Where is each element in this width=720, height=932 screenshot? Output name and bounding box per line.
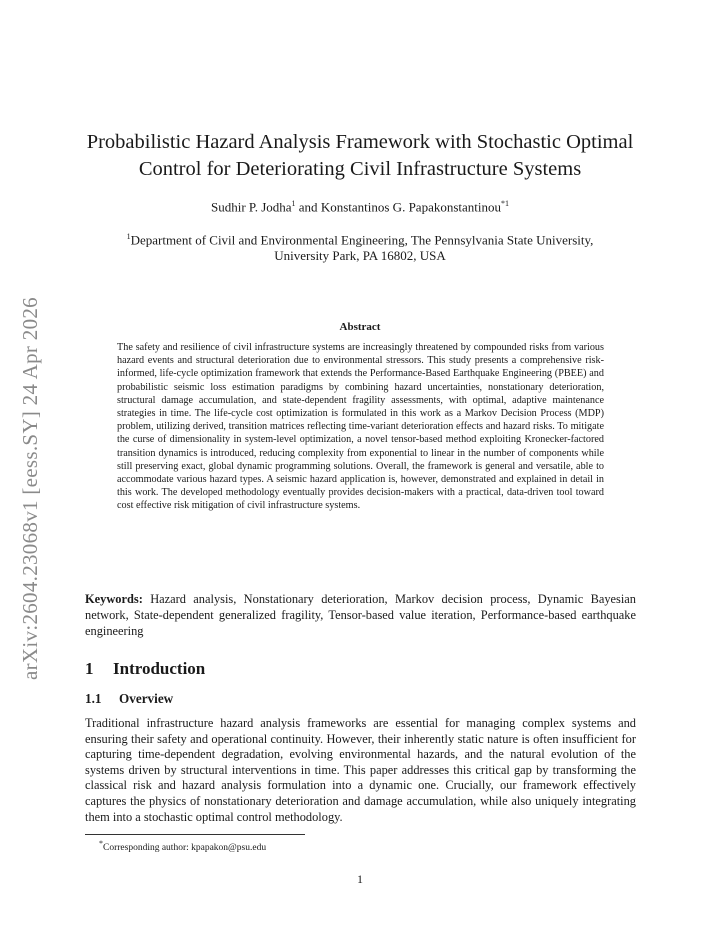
author-2: Konstantinos G. Papakonstantinou xyxy=(320,199,501,215)
author-2-affil-mark: *1 xyxy=(501,199,509,208)
footnote xyxy=(99,839,266,853)
footnote-divider xyxy=(85,834,305,835)
affiliation-line-1: Department of Civil and Environmental Engineering, The Pennsylvania State University, xyxy=(130,232,594,248)
body-paragraph: Traditional infrastructure hazard analysis frameworks are essential for managing complex systems and ensuring their safety and operational continuity. However, their inherently static nature is often insufficient for capturing time-dependent degradation, evolving environmental hazards, and the natural evolution of the systems driven by structural interventions in time. This paper addresses this critical gap by transforming the classical risk and hazard analysis formulation into a dynamic one. Crucially, our framework effectively captures the physics of nonstationary deterioration and damage accumulation, while also uniquely integrating them into a stochastic optimal control methodology. xyxy=(85,716,636,824)
authors xyxy=(70,199,650,215)
subsection-heading xyxy=(85,691,173,707)
keywords-label: Keywords: xyxy=(85,592,143,606)
footnote-text: Corresponding author: kpapakon@psu.edu xyxy=(103,843,267,854)
keywords xyxy=(85,591,636,639)
title-line-2: Control for Deteriorating Civil Infrastructure Systems xyxy=(138,158,582,180)
abstract-heading: Abstract xyxy=(339,321,381,333)
affiliation-line-2: University Park, PA 16802, USA xyxy=(274,248,446,264)
affiliation-mark: 1 xyxy=(126,232,131,241)
author-1: Sudhir P. Jodha xyxy=(210,199,292,215)
page-number: 1 xyxy=(357,872,363,886)
author-1-affil-mark: 1 xyxy=(291,199,296,208)
subsection-title: Overview xyxy=(119,691,174,706)
author-conjunction: and xyxy=(298,199,318,215)
keywords-text: Hazard analysis, Nonstationary deterioration, Markov decision process, Dynamic Bayesian network, State-dependent generalized fragility, Tensor-based value iteration, Performance-based earthquake engineering xyxy=(85,592,636,638)
paper-title xyxy=(70,129,650,183)
affiliation xyxy=(70,229,650,264)
section-number: 1 xyxy=(85,659,94,678)
section-heading xyxy=(85,659,205,679)
footnote-mark: * xyxy=(99,839,103,848)
section-title: Introduction xyxy=(113,659,206,678)
title-line-1: Probabilistic Hazard Analysis Framework with Stochastic Optimal xyxy=(86,131,634,153)
abstract-text: The safety and resilience of civil infrastructure systems are increasingly threatened by compounded risks from various hazard events and structural deterioration due to environmental stressors. This study presents a comprehensive risk-informed, life-cycle optimization framework that extends the Performance-Based Earthquake Engineering (PBEE) and probabilistic seismic loss estimation paradigms by combining hazard uncertainties, nonstationary deterioration, structural damage accumulation, and state-dependent fragility assessments, with optimal, adaptive maintenance strategies in time. The life-cycle cost optimization is formulated in this work as a Markov Decision Process (MDP) problem, utilizing derived, transition matrices reflecting time-variant deterioration effects and hazard risks. To mitigate the curse of dimensionality in system-level optimization, a novel tensor-based method exploiting Kronecker-factored transition dynamics is introduced, reducing complexity from exponential to linear in the number of components while still preserving exact, global dynamic programming solutions. Overall, the framework is general and versatile, able to accommodate various hazard types. A seismic hazard application is, however, demonstrated and explained in detail in this work. The developed methodology eventually provides decision-makers with a practical, data-driven tool toward cost effective risk mitigation of civil infrastructure systems. xyxy=(117,342,604,512)
arxiv-stamp[interactable]: arXiv:2604.23068v1 [eess.SY] 24 Apr 2026 xyxy=(18,297,42,680)
subsection-number: 1.1 xyxy=(85,691,102,706)
